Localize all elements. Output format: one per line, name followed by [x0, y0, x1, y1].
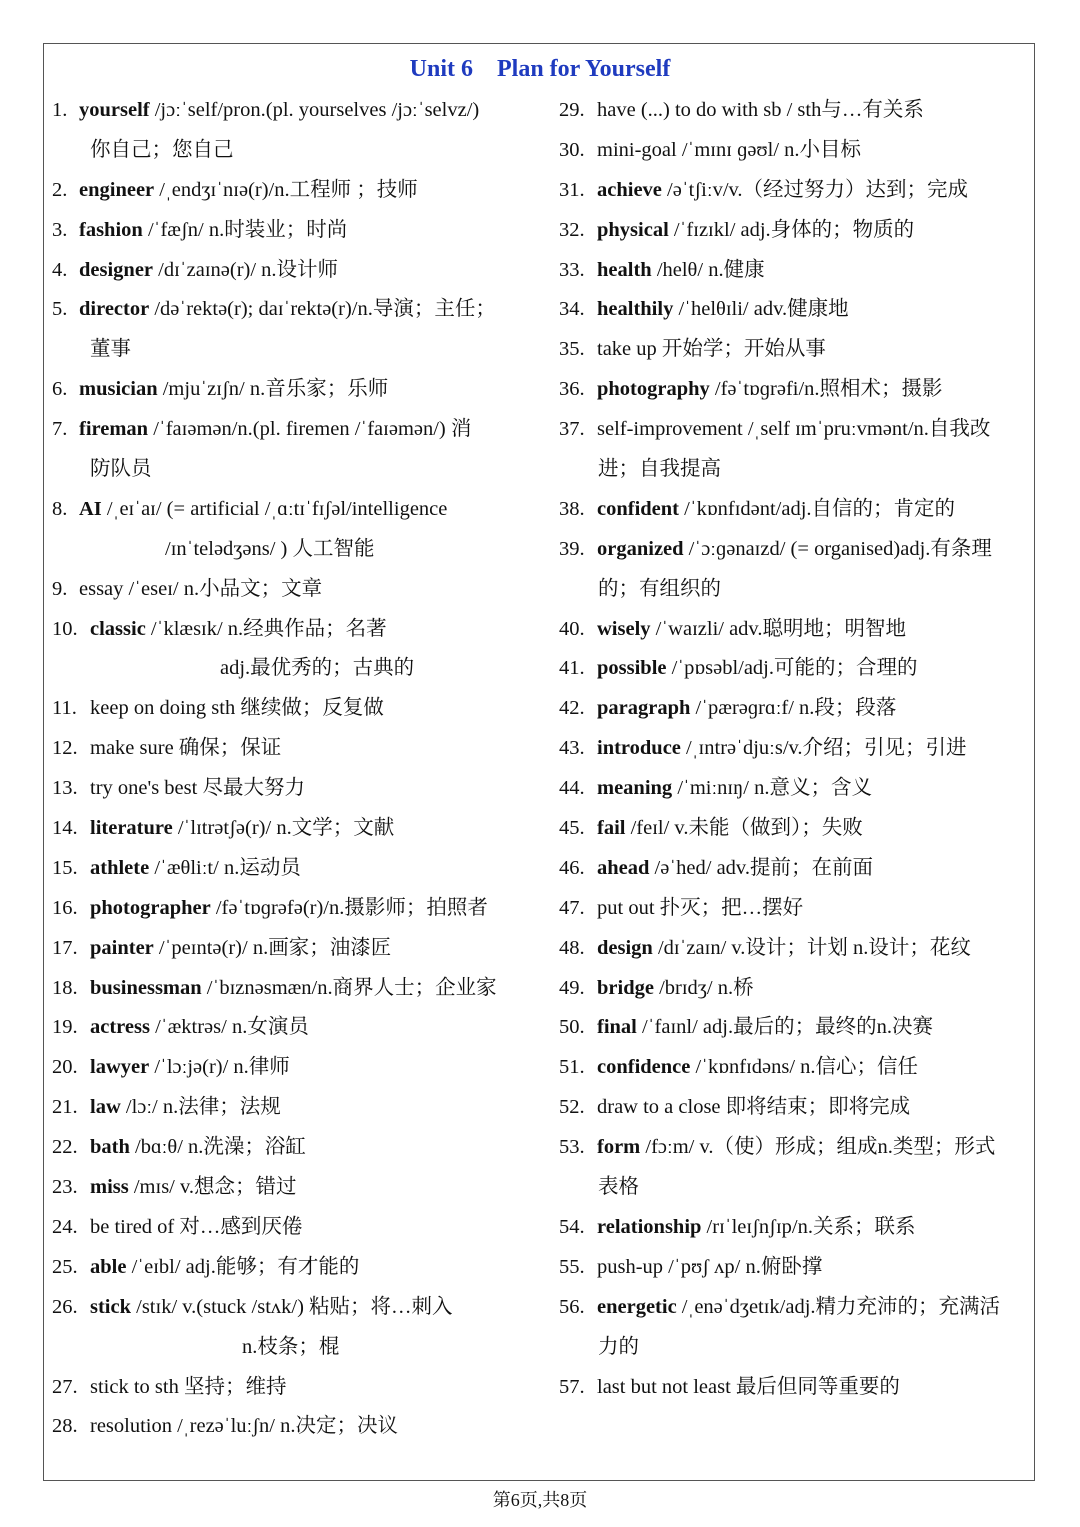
headword: physical	[597, 218, 669, 241]
headword: literature	[90, 817, 173, 840]
vocab-entry	[52, 171, 542, 211]
entry-number: 48.	[559, 936, 585, 959]
entry-number: 16.	[52, 896, 78, 919]
entry-number: 21.	[52, 1096, 78, 1119]
vocab-entry	[559, 131, 1029, 171]
headword: fireman	[79, 418, 149, 441]
vocab-entry	[559, 1128, 1029, 1168]
entry-definition: /brɪdʒ/ n.桥	[653, 976, 754, 999]
entry-number: 12.	[52, 737, 78, 760]
vocab-entry	[52, 849, 542, 889]
entry-number: 32.	[559, 218, 585, 241]
headword: bath	[90, 1136, 130, 1159]
vocab-entry	[52, 929, 542, 969]
vocab-entry	[52, 610, 542, 650]
entry-number: 36.	[559, 378, 585, 401]
page-title: Unit 6 Plan for Yourself	[409, 56, 671, 82]
entry-number: 47.	[559, 896, 585, 919]
left-column	[52, 91, 542, 1447]
vocab-entry-continuation	[559, 1168, 1029, 1208]
entry-number: 4.	[52, 258, 68, 281]
entry-number: 56.	[559, 1295, 585, 1318]
entry-definition: draw to a close 即将结束；即将完成	[597, 1096, 911, 1119]
vocab-entry	[559, 689, 1029, 729]
vocab-entry	[559, 849, 1029, 889]
vocab-entry	[52, 1407, 542, 1447]
entry-definition: /ˈɔːɡənaɪzd/ (= organised)adj.有条理	[683, 537, 992, 560]
entry-number: 30.	[559, 138, 585, 161]
vocab-entry	[52, 769, 542, 809]
entry-number: 19.	[52, 1016, 78, 1039]
entry-definition: /helθ/ n.健康	[651, 258, 765, 281]
entry-number: 3.	[52, 218, 68, 241]
vocab-entry	[52, 1248, 542, 1288]
headword: photographer	[90, 896, 211, 919]
vocab-entry	[559, 490, 1029, 530]
vocab-entry	[52, 91, 542, 131]
vocab-entry	[559, 1088, 1029, 1128]
headword: ahead	[597, 856, 650, 879]
entry-number: 15.	[52, 856, 78, 879]
entry-number: 14.	[52, 817, 78, 840]
entry-number: 23.	[52, 1176, 78, 1199]
headword: musician	[79, 378, 158, 401]
entry-definition: /ˌeɪˈaɪ/ (= artificial /ˌɑːtɪˈfɪʃəl/intelligence	[101, 497, 448, 520]
entry-number: 2.	[52, 178, 68, 201]
entry-number: 22.	[52, 1136, 78, 1159]
entry-number: 54.	[559, 1215, 585, 1238]
entry-definition: make sure 确保；保证	[90, 737, 282, 760]
vocab-entry	[559, 1048, 1029, 1088]
entry-definition: /ˈfaɪəmən/n.(pl. firemen /ˈfaɪəmən/) 消	[148, 418, 472, 441]
entry-number: 26.	[52, 1295, 78, 1318]
vocab-entry	[559, 969, 1029, 1009]
entry-definition: be tired of 对…感到厌倦	[90, 1215, 303, 1238]
entry-definition: essay /ˈeseɪ/ n.小品文；文章	[79, 577, 323, 600]
entry-definition: try one's best 尽最大努力	[90, 777, 305, 800]
vocab-entry	[52, 1008, 542, 1048]
entry-number: 40.	[559, 617, 585, 640]
headword: design	[597, 936, 653, 959]
entry-number: 18.	[52, 976, 78, 999]
headword: actress	[90, 1016, 150, 1039]
entry-definition: /ˈfaɪnl/ adj.最后的；最终的n.决赛	[636, 1016, 933, 1039]
vocab-entry	[559, 91, 1029, 131]
entry-definition: adj.最优秀的；古典的	[220, 657, 415, 680]
headword: lawyer	[90, 1056, 150, 1079]
headword: meaning	[597, 777, 673, 800]
entry-definition: self-improvement /ˌself ɪmˈpruːvmənt/n.自我改	[597, 418, 991, 441]
entry-number: 27.	[52, 1375, 78, 1398]
vocab-entry	[52, 1088, 542, 1128]
entry-definition: /feɪl/ v.未能（做到）；失败	[625, 817, 863, 840]
entry-definition: /lɔː/ n.法律；法规	[120, 1096, 281, 1119]
vocab-entry-continuation	[559, 570, 1029, 610]
vocab-entry	[52, 251, 542, 291]
vocab-entry	[559, 171, 1029, 211]
vocab-entry	[52, 570, 542, 610]
entry-definition: /ˈfɪzɪkl/ adj.身体的；物质的	[668, 218, 915, 241]
entry-definition: /rɪˈleɪʃnʃɪp/n.关系；联系	[701, 1215, 916, 1238]
headword: final	[597, 1016, 637, 1039]
headword: photography	[597, 378, 710, 401]
vocab-entry	[52, 969, 542, 1009]
entry-definition: /ˌenəˈdʒetɪk/adj.精力充沛的；充满活	[676, 1295, 1001, 1318]
entry-definition: /ˈfæʃn/ n.时装业；时尚	[142, 218, 348, 241]
vocab-entry	[559, 889, 1029, 929]
vocab-entry	[559, 330, 1029, 370]
vocab-entry	[52, 689, 542, 729]
vocab-entry	[52, 211, 542, 251]
vocab-entry	[559, 809, 1029, 849]
entry-definition: /jɔːˈself/pron.(pl. yourselves /jɔːˈselvz/)	[149, 99, 480, 121]
entry-number: 39.	[559, 537, 585, 560]
vocab-entry	[559, 370, 1029, 410]
entry-definition: /ˈklæsɪk/ n.经典作品；名著	[145, 617, 387, 640]
entry-number: 17.	[52, 936, 78, 959]
entry-definition: /ˈlɪtrətʃə(r)/ n.文学；文献	[172, 817, 395, 840]
vocab-entry	[559, 530, 1029, 570]
entry-number: 5.	[52, 298, 68, 321]
entry-definition: /dəˈrektə(r); daɪˈrektə(r)/n.导演；主任；	[149, 298, 496, 321]
headword: confidence	[597, 1056, 691, 1079]
entry-number: 28.	[52, 1415, 78, 1438]
headword: businessman	[90, 976, 202, 999]
entry-definition: /ˈæθliːt/ n.运动员	[149, 856, 301, 879]
entry-definition: /ˈwaɪzli/ adv.聪明地；明智地	[650, 617, 906, 640]
page-footer: 第6页,共8页	[492, 1490, 588, 1510]
entry-number: 42.	[559, 697, 585, 720]
entry-number: 1.	[52, 99, 68, 121]
vocab-entry	[52, 410, 542, 450]
entry-number: 38.	[559, 497, 585, 520]
entry-definition: 你自己；您自己	[90, 138, 234, 161]
vocab-entry-continuation	[52, 649, 542, 689]
vocab-entry	[559, 1368, 1029, 1408]
entry-definition: 的；有组织的	[598, 577, 721, 600]
headword: painter	[90, 936, 154, 959]
vocab-entry	[559, 769, 1029, 809]
entry-definition: /ˈlɔːjə(r)/ n.律师	[149, 1056, 290, 1079]
vocab-entry	[559, 1288, 1029, 1328]
entry-number: 13.	[52, 777, 78, 800]
headword: yourself	[79, 99, 150, 121]
vocab-entry	[52, 1368, 542, 1408]
headword: able	[90, 1255, 127, 1278]
headword: achieve	[597, 178, 662, 201]
headword: confident	[597, 497, 679, 520]
entry-definition: /mjuˈzɪʃn/ n.音乐家；乐师	[157, 378, 389, 401]
headword: miss	[90, 1176, 129, 1199]
entry-number: 41.	[559, 657, 585, 680]
entry-definition: /əˈhed/ adv.提前；在前面	[649, 856, 873, 879]
headword: engineer	[79, 178, 155, 201]
entry-definition: /ˈkɒnfɪdənt/adj.自信的；肯定的	[679, 497, 956, 520]
vocab-entry	[52, 370, 542, 410]
entry-definition: /fəˈtɒɡrəfi/n.照相术；摄影	[709, 378, 943, 401]
entry-number: 11.	[52, 697, 77, 720]
headword: energetic	[597, 1295, 677, 1318]
entry-number: 45.	[559, 817, 585, 840]
entry-definition: put out 扑灭；把…摆好	[597, 896, 804, 919]
vocab-entry-continuation	[52, 530, 542, 570]
entry-definition: push-up /ˈpʊʃ ʌp/ n.俯卧撑	[597, 1255, 823, 1278]
entry-number: 8.	[52, 497, 68, 520]
vocab-entry	[52, 290, 542, 330]
vocab-entry	[52, 1128, 542, 1168]
headword: introduce	[597, 737, 681, 760]
entry-number: 49.	[559, 976, 585, 999]
vocab-entry	[52, 729, 542, 769]
vocab-entry	[559, 929, 1029, 969]
headword: law	[90, 1096, 121, 1119]
vocab-entry	[559, 290, 1029, 330]
entry-number: 52.	[559, 1096, 585, 1119]
entry-definition: /ˌɪntrəˈdjuːs/v.介绍；引见；引进	[680, 737, 967, 760]
vocab-entry	[559, 1008, 1029, 1048]
vocab-entry	[52, 490, 542, 530]
entry-definition: /ˈmiːnɪŋ/ n.意义；含义	[672, 777, 872, 800]
entry-definition: take up 开始学；开始从事	[597, 338, 826, 361]
entry-number: 55.	[559, 1255, 585, 1278]
vocab-entry	[559, 649, 1029, 689]
entry-number: 50.	[559, 1016, 585, 1039]
vocab-entry	[52, 1208, 542, 1248]
entry-number: 44.	[559, 777, 585, 800]
entry-number: 31.	[559, 178, 585, 201]
entry-definition: /ˈæktrəs/ n.女演员	[149, 1016, 309, 1039]
vocab-entry-continuation	[52, 330, 542, 370]
entry-definition: /stɪk/ v.(stuck /stʌk/) 粘贴；将…刺入	[131, 1295, 453, 1318]
entry-definition: /dɪˈzaɪnə(r)/ n.设计师	[153, 258, 339, 281]
entry-number: 53.	[559, 1136, 585, 1159]
entry-definition: /dɪˈzaɪn/ v.设计；计划 n.设计；花纹	[652, 936, 971, 959]
entry-number: 9.	[52, 577, 68, 600]
entry-definition: n.枝条；棍	[242, 1335, 340, 1358]
vocab-entry	[559, 251, 1029, 291]
vocab-entry	[559, 729, 1029, 769]
vocab-entry	[559, 410, 1029, 450]
vocab-entry	[52, 1288, 542, 1328]
entry-definition: last but not least 最后但同等重要的	[597, 1375, 900, 1398]
headword: possible	[597, 657, 667, 680]
entry-definition: 力的	[598, 1335, 639, 1358]
vocab-entry	[559, 610, 1029, 650]
entry-definition: mini-goal /ˈmɪnɪ ɡəʊl/ n.小目标	[597, 138, 862, 161]
entry-definition: /ˈpɒsəbl/adj.可能的；合理的	[666, 657, 918, 680]
entry-definition: 进；自我提高	[598, 458, 721, 481]
headword: organized	[597, 537, 684, 560]
entry-definition: keep on doing sth 继续做；反复做	[90, 697, 384, 720]
entry-number: 57.	[559, 1375, 585, 1398]
headword: bridge	[597, 976, 654, 999]
headword: healthily	[597, 298, 674, 321]
headword: classic	[90, 617, 146, 640]
entry-definition: 防队员	[90, 458, 152, 481]
entry-definition: /ɪnˈtelədʒəns/ ) 人工智能	[165, 537, 375, 560]
vocab-entry-continuation	[559, 450, 1029, 490]
vocab-entry	[559, 211, 1029, 251]
entry-definition: /ˈbɪznəsmæn/n.商界人士；企业家	[201, 976, 497, 999]
headword: fail	[597, 817, 626, 840]
vocab-entry	[559, 1208, 1029, 1248]
entry-definition: /ˈeɪbl/ adj.能够；有才能的	[126, 1255, 360, 1278]
entry-number: 43.	[559, 737, 585, 760]
entry-number: 7.	[52, 418, 68, 441]
vocab-entry	[52, 889, 542, 929]
entry-number: 10.	[52, 617, 78, 640]
entry-number: 29.	[559, 99, 585, 121]
entry-number: 51.	[559, 1056, 585, 1079]
headword: stick	[90, 1295, 131, 1318]
vocab-entry-continuation	[52, 450, 542, 490]
headword: health	[597, 258, 652, 281]
entry-number: 46.	[559, 856, 585, 879]
entry-definition: /ˈpeɪntə(r)/ n.画家；油漆匠	[153, 936, 392, 959]
vocab-entry-continuation	[52, 1328, 542, 1368]
headword: AI	[79, 497, 102, 520]
entry-definition: /mɪs/ v.想念；错过	[128, 1176, 297, 1199]
entry-number: 6.	[52, 378, 68, 401]
headword: relationship	[597, 1215, 702, 1238]
vocab-entry	[52, 809, 542, 849]
entry-number: 20.	[52, 1056, 78, 1079]
headword: paragraph	[597, 697, 691, 720]
entry-definition: /ˈpærəɡrɑːf/ n.段；段落	[690, 697, 897, 720]
entry-definition: /fəˈtɒɡrəfə(r)/n.摄影师；拍照者	[210, 896, 488, 919]
headword: form	[597, 1136, 641, 1159]
entry-definition: /ˌendʒɪˈnɪə(r)/n.工程师 ；技师	[154, 178, 418, 201]
entry-number: 35.	[559, 338, 585, 361]
entry-definition: 董事	[90, 338, 131, 361]
vocab-entry-continuation	[52, 131, 542, 171]
entry-definition: have (...) to do with sb / sth与…有关系	[597, 99, 924, 121]
entry-definition: stick to sth 坚持；维持	[90, 1375, 287, 1398]
vocab-entry	[52, 1048, 542, 1088]
entry-number: 34.	[559, 298, 585, 321]
headword: director	[79, 298, 150, 321]
entry-number: 33.	[559, 258, 585, 281]
entry-definition: /ˈkɒnfɪdəns/ n.信心；信任	[690, 1056, 919, 1079]
entry-number: 24.	[52, 1215, 78, 1238]
entry-definition: /ˈhelθɪli/ adv.健康地	[673, 298, 849, 321]
vocab-entry	[559, 1248, 1029, 1288]
headword: designer	[79, 258, 154, 281]
headword: athlete	[90, 856, 150, 879]
right-column	[559, 91, 1029, 1407]
headword: wisely	[597, 617, 651, 640]
vocab-entry-continuation	[559, 1328, 1029, 1368]
entry-definition: 表格	[598, 1176, 639, 1199]
entry-definition: resolution /ˌrezəˈluːʃn/ n.决定；决议	[90, 1415, 399, 1438]
entry-definition: /əˈtʃiːv/v.（经过努力）达到；完成	[661, 178, 969, 201]
headword: fashion	[79, 218, 143, 241]
vocab-entry	[52, 1168, 542, 1208]
entry-definition: /bɑːθ/ n.洗澡；浴缸	[129, 1136, 306, 1159]
entry-definition: /fɔːm/ v.（使）形成；组成n.类型；形式	[640, 1136, 996, 1159]
entry-number: 25.	[52, 1255, 78, 1278]
entry-number: 37.	[559, 418, 585, 441]
